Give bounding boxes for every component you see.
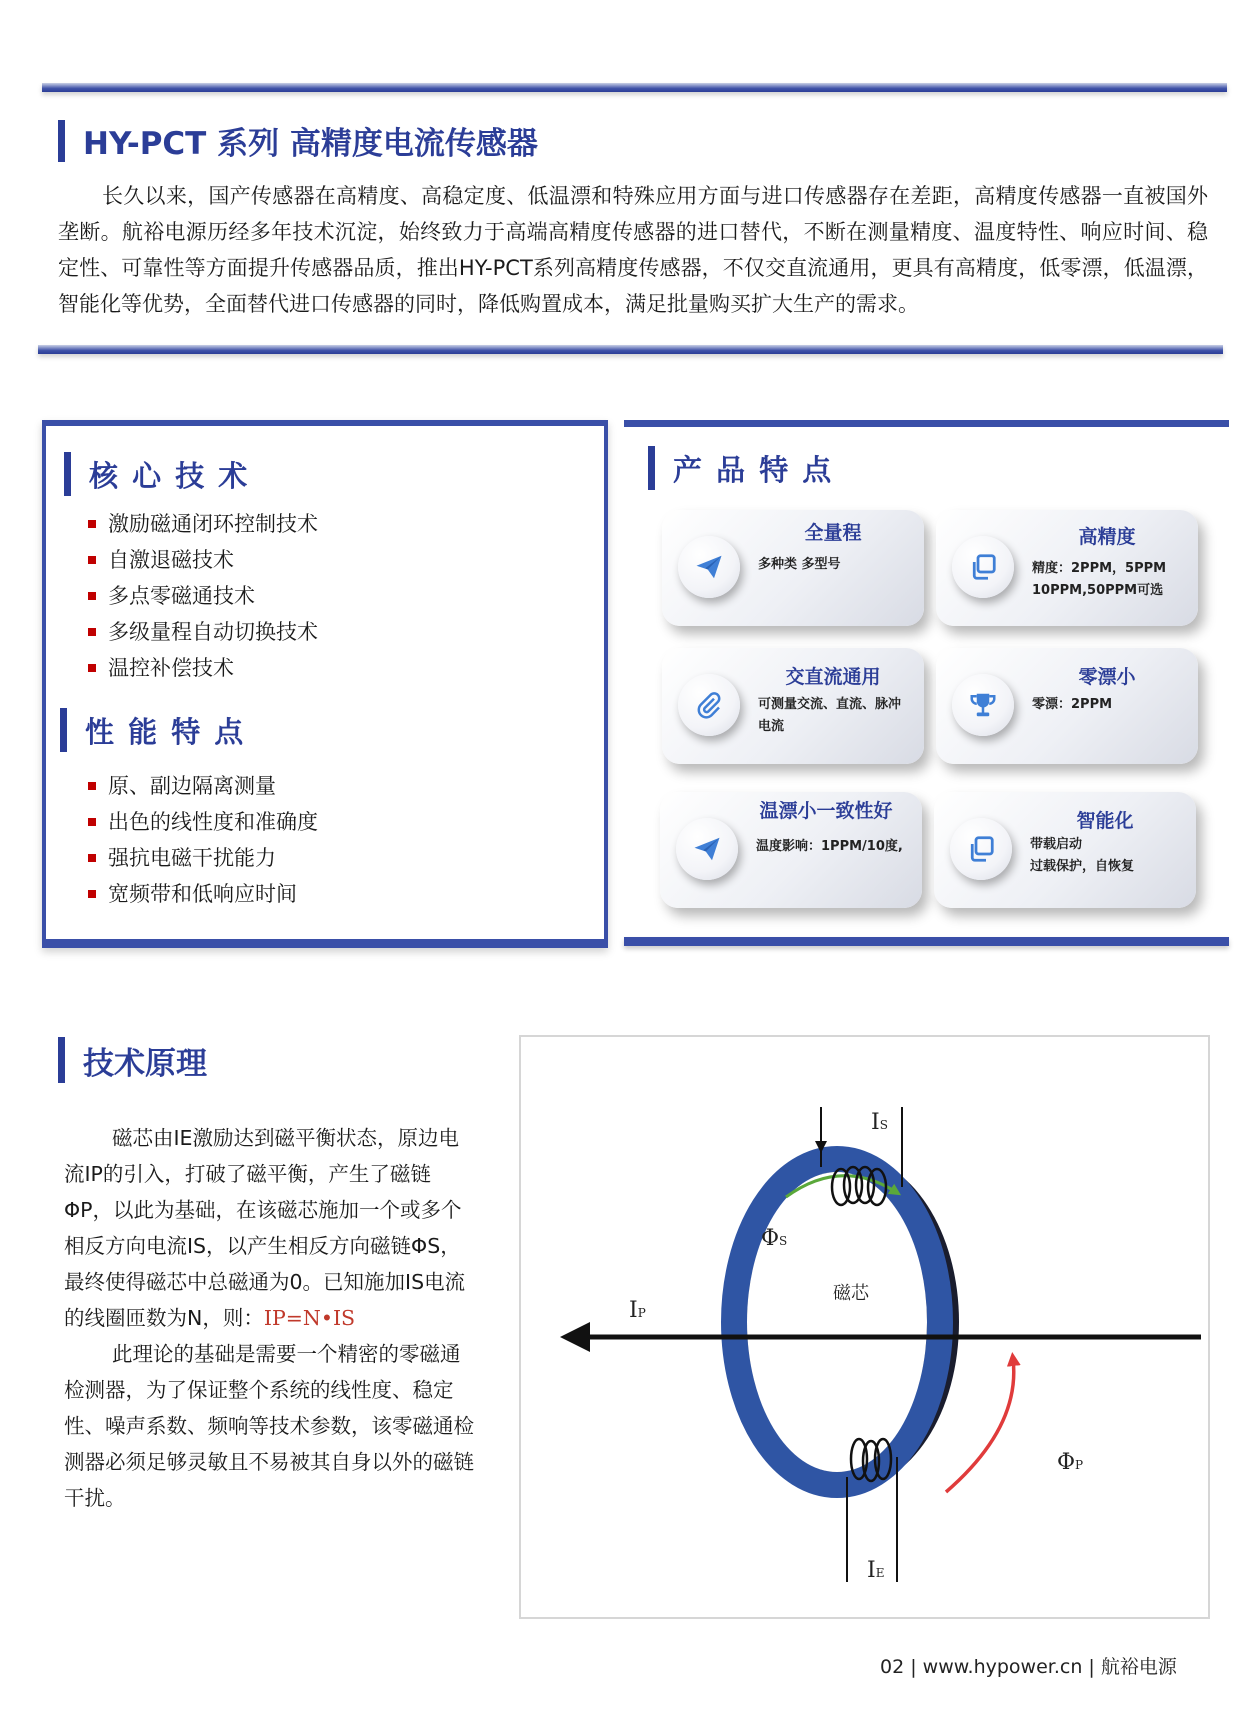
core-tech-title-text: 核 心 技 术 xyxy=(89,458,250,493)
card-desc xyxy=(758,694,916,738)
formula: IP=N•IS xyxy=(263,1306,356,1330)
list-item-text: 出色的线性度和准确度 xyxy=(108,810,318,834)
card-desc xyxy=(756,836,914,858)
list-item-text: 激励磁通闭环控制技术 xyxy=(108,512,318,536)
is-label: IS xyxy=(871,1110,888,1135)
card-desc-line: 过载保护，自恢复 xyxy=(1030,859,1135,874)
feature-card-low-zero-drift xyxy=(936,648,1198,764)
card-title: 高精度 xyxy=(1078,526,1136,548)
list-item-text: 温控补偿技术 xyxy=(108,656,234,680)
title-marker xyxy=(58,1037,65,1083)
core-tech-list xyxy=(88,506,318,686)
card-desc xyxy=(1032,558,1190,602)
features-title xyxy=(648,446,833,490)
principle-text xyxy=(64,1120,474,1516)
list-item xyxy=(88,804,318,840)
trophy-icon xyxy=(952,674,1014,736)
phi-p-arrow xyxy=(946,1359,1014,1492)
card-title: 温漂小一致性好 xyxy=(759,800,893,822)
feature-card-ac-dc xyxy=(662,648,924,764)
list-item xyxy=(88,840,318,876)
bullet-square xyxy=(88,890,96,898)
list-item-text: 强抗电磁干扰能力 xyxy=(108,846,276,870)
principle-paragraph-1 xyxy=(64,1120,474,1336)
bullet-square xyxy=(88,520,96,528)
phi-s-label: ΦS xyxy=(761,1226,788,1251)
bullet-square xyxy=(88,628,96,636)
magnetic-core-diagram xyxy=(519,1035,1210,1619)
card-title: 智能化 xyxy=(1076,810,1134,832)
ip-label: IP xyxy=(629,1298,646,1323)
performance-title xyxy=(60,708,245,752)
title-marker xyxy=(58,120,65,162)
card-desc-line: 精度：2PPM，5PPM xyxy=(1032,561,1167,576)
title-marker xyxy=(60,708,67,752)
list-item-text: 宽频带和低响应时间 xyxy=(108,882,297,906)
phi-p-label: ΦP xyxy=(1057,1450,1084,1475)
feature-card-high-precision xyxy=(936,510,1198,626)
ie-label: IE xyxy=(867,1558,885,1583)
list-item xyxy=(88,650,318,686)
paperclip-icon xyxy=(678,674,740,736)
list-item xyxy=(88,876,318,912)
card-desc-line: 带载启动 xyxy=(1030,837,1083,852)
page-title-text: HY-PCT 系列 高精度电流传感器 xyxy=(83,126,538,162)
list-item xyxy=(88,506,318,542)
page-title xyxy=(58,118,538,163)
intro-paragraph: 长久以来，国产传感器在高精度、高稳定度、低温漂和特殊应用方面与进口传感器存在差距，高精度传感器一直被国外垄断。航裕电源历经多年技术沉淀，始终致力于高端高精度传感器的进口替代，不断在测量精度、温度特性、响应时间、稳定性、可靠性等方面提升传感器品质，推出HY-PCT系列高精度传感器，不仅交直流通用，更具有高精度，低零漂，低温漂，智能化等优势，全面替代进口传感器的同时，降低购置成本，满足批量购买扩大生产的需求。 xyxy=(58,184,1208,316)
feature-card-low-temp-drift xyxy=(660,792,922,908)
features-title-text: 产 品 特 点 xyxy=(673,452,834,487)
card-desc-line: 10PPM,50PPM可选 xyxy=(1032,583,1164,598)
bullet-square xyxy=(88,782,96,790)
core-label: 磁芯 xyxy=(833,1283,869,1304)
feature-card-intelligent xyxy=(934,792,1196,908)
title-marker xyxy=(648,446,655,490)
principle-title xyxy=(58,1037,207,1083)
card-title: 交直流通用 xyxy=(785,666,881,688)
list-item-text: 自激退磁技术 xyxy=(108,548,234,572)
card-title: 全量程 xyxy=(804,522,862,544)
card-desc xyxy=(1032,694,1190,716)
panel-top-bar xyxy=(624,420,1229,427)
list-item xyxy=(88,578,318,614)
bullet-square xyxy=(88,818,96,826)
card-desc-line: 电流 xyxy=(758,719,785,734)
bullet-square xyxy=(88,556,96,564)
performance-title-text: 性 能 特 点 xyxy=(85,714,246,749)
core-tech-panel xyxy=(42,420,608,948)
bullet-square xyxy=(88,854,96,862)
copy-icon xyxy=(950,818,1012,880)
card-desc-line: 零漂：2PPM xyxy=(1032,697,1113,712)
principle-p1-text: 磁芯由IE激励达到磁平衡状态，原边电流IP的引入，打破了磁平衡，产生了磁链ΦP，以此为基础，在该磁芯施加一个或多个相反方向电流IS，以产生相反方向磁链ΦS，最终使得磁芯中总磁通为0。已知施加IS电流的线圈匝数为N，则： xyxy=(64,1126,466,1330)
page-footer: 02 | www.hypower.cn | 航裕电源 xyxy=(880,1656,1177,1678)
list-item-text: 多点零磁通技术 xyxy=(108,584,255,608)
card-desc-line: 多种类 多型号 xyxy=(758,557,841,572)
panel-bottom-bar xyxy=(624,937,1229,946)
performance-list xyxy=(88,768,318,912)
feature-card-full-range xyxy=(662,510,924,626)
diagram-svg xyxy=(521,1037,1208,1617)
list-item xyxy=(88,614,318,650)
list-item-text: 多级量程自动切换技术 xyxy=(108,620,318,644)
paper-plane-icon xyxy=(676,818,738,880)
list-item xyxy=(88,768,318,804)
list-item xyxy=(88,542,318,578)
paper-plane-icon xyxy=(678,536,740,598)
list-item-text: 原、副边隔离测量 xyxy=(108,774,276,798)
card-desc xyxy=(1030,834,1188,878)
card-desc-line: 可测量交流、直流、脉冲 xyxy=(758,697,902,712)
top-divider xyxy=(42,83,1227,92)
core-tech-title xyxy=(64,452,249,496)
core-inner xyxy=(747,1172,927,1472)
intro-bottom-divider xyxy=(38,345,1223,354)
copy-icon xyxy=(952,536,1014,598)
card-desc-line: 温度影响：1PPM/10度, xyxy=(756,839,903,854)
principle-paragraph-2: 此理论的基础是需要一个精密的零磁通检测器，为了保证整个系统的线性度、稳定性、噪声系数、频响等技术参数，该零磁通检测器必须足够灵敏且不易被其自身以外的磁链干扰。 xyxy=(64,1342,474,1510)
card-desc xyxy=(758,554,916,576)
features-panel xyxy=(624,420,1229,946)
title-marker xyxy=(64,452,71,496)
bullet-square xyxy=(88,664,96,672)
principle-title-text: 技术原理 xyxy=(83,1045,207,1082)
bullet-square xyxy=(88,592,96,600)
card-title: 零漂小 xyxy=(1078,666,1136,688)
